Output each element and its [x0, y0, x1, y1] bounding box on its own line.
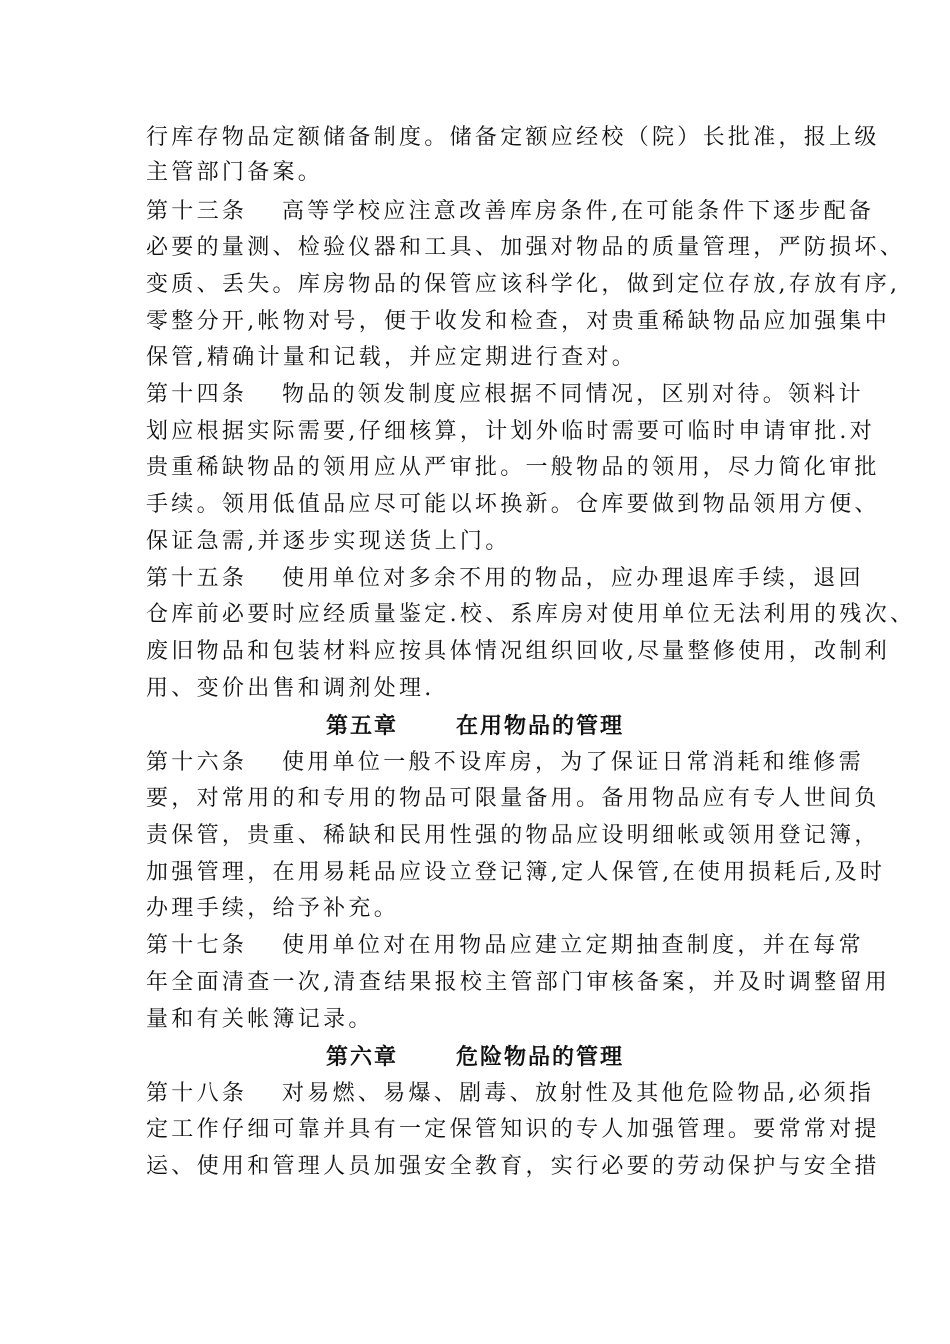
body-text-line: 手续。领用低值品应尽可能以坏换新。仓库要做到物品领用方便、 — [146, 492, 880, 517]
body-text-line: 定工作仔细可靠并具有一定保管知识的专人加强管理。要常常对提 — [146, 1117, 880, 1142]
body-text-line: 行库存物品定额储备制度。储备定额应经校（院）长批准，报上级 — [146, 125, 880, 150]
body-text-line: 用、变价出售和调剂处理. — [146, 676, 435, 701]
body-text-line: 要，对常用的和专用的物品可限量备用。备用物品应有专人世间负 — [146, 786, 880, 811]
article-15-first-line: 第十五条 使用单位对多余不用的物品，应办理退库手续，退回 — [146, 566, 864, 591]
body-text-line: 加强管理，在用易耗品应设立登记簿,定人保管,在使用损耗后,及时 — [146, 860, 886, 885]
body-text-line: 废旧物品和包装材料应按具体情况组织回收,尽量整修使用，改制利 — [146, 639, 890, 664]
body-text-line: 零整分开,帐物对号，便于收发和检查，对贵重稀缺物品应加强集中 — [146, 309, 890, 334]
chapter-6-heading: 第六章 危险物品的管理 — [326, 1044, 624, 1070]
body-text-line: 必要的量测、检验仪器和工具、加强对物品的质量管理，严防损坏、 — [146, 235, 906, 260]
article-18-first-line: 第十八条 对易燃、易爆、剧毒、放射性及其他危险物品,必须指 — [146, 1081, 875, 1106]
article-number: 第十三条 — [146, 199, 248, 224]
article-number: 第十七条 — [146, 933, 248, 958]
body-text-line: 变质、丢失。库房物品的保管应该科学化，做到定位存放,存放有序, — [146, 272, 901, 297]
article-number: 第十八条 — [146, 1081, 248, 1106]
body-text-line: 主管部门备案。 — [146, 160, 324, 185]
article-number: 第十四条 — [146, 382, 248, 407]
chapter-5-heading: 第五章 在用物品的管理 — [326, 713, 624, 739]
body-text-line: 划应根据实际需要,仔细核算，计划外临时需要可临时申请审批.对 — [146, 419, 875, 444]
body-text-line: 量和有关帐簿记录。 — [146, 1007, 374, 1032]
body-text-line: 办理手续，给予补充。 — [146, 896, 400, 921]
body-text-line: 保管,精确计量和记载，并应定期进行查对。 — [146, 345, 637, 370]
body-text-line: 年全面清查一次,清查结果报校主管部门审核备案，并及时调整留用 — [146, 970, 890, 995]
body-text-line: 责保管，贵重、稀缺和民用性强的物品应设明细帐或领用登记簿， — [146, 823, 880, 848]
body-text-line: 贵重稀缺物品的领用应从严审批。一般物品的领用，尽力简化审批 — [146, 455, 880, 480]
article-14-first-line: 第十四条 物品的领发制度应根据不同情况，区别对待。领料计 — [146, 382, 864, 407]
body-text-line: 保证急需,并逐步实现送货上门。 — [146, 529, 511, 554]
body-text-line: 仓库前必要时应经质量鉴定.校、系库房对使用单位无法利用的残次、 — [146, 602, 916, 627]
article-16-first-line: 第十六条 使用单位一般不设库房，为了保证日常消耗和维修需 — [146, 750, 864, 775]
article-number: 第十五条 — [146, 566, 248, 591]
article-13-first-line: 第十三条 高等学校应注意改善库房条件,在可能条件下逐步配备 — [146, 199, 875, 224]
article-number: 第十六条 — [146, 750, 248, 775]
body-text-line: 运、使用和管理人员加强安全教育，实行必要的劳动保护与安全措 — [146, 1154, 880, 1179]
article-17-first-line: 第十七条 使用单位对在用物品应建立定期抽查制度，并在每常 — [146, 933, 864, 958]
